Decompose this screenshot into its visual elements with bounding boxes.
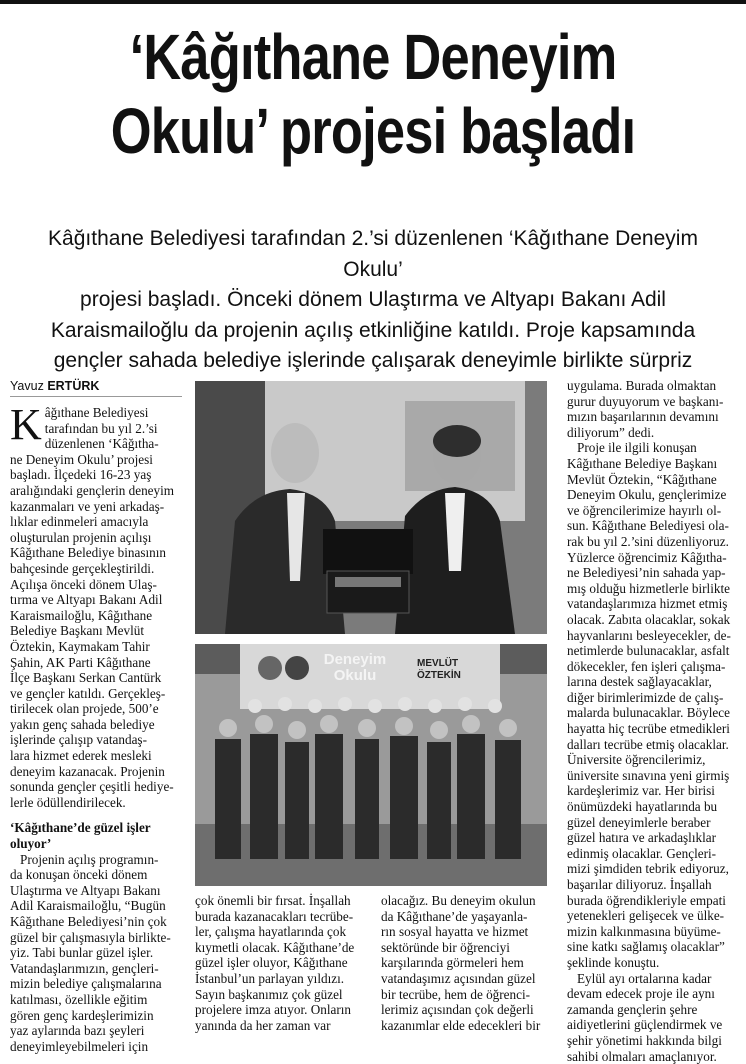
text-line: diliyorum” dedi. <box>567 424 655 440</box>
text-line: sonunda gençler çeşitli hediye- <box>10 779 174 795</box>
banner-name: MEVLÜT ÖZTEKİN <box>417 658 461 681</box>
text-line: sun. Kâğıthane Belediyesi ola- <box>567 518 729 534</box>
lead-line: Karaismailoğlu da projenin açılış etkinliğine katıldı. Proje kapsamında <box>50 318 696 342</box>
headline-line-1: ‘Kâğıthane Deneyim <box>129 21 617 93</box>
text-line: Kâğıthane Belediye Başkanı <box>567 455 718 471</box>
text-line: önümüzdeki hayatlarında bu <box>567 799 718 815</box>
text-line: lerle ödüllendirilecek. <box>10 794 126 810</box>
text-line: deneyimleyebilmeleri için <box>10 1038 149 1054</box>
text-line: sektöründe bir öğrenciyi <box>381 939 510 955</box>
text-line: ve öğrencilerimize hayırlı ol- <box>567 502 722 518</box>
lead-line: Kâğıthane Belediyesi tarafından 2.’si düzenlenen ‘Kâğıthane Deneyim Okulu’ <box>48 227 698 281</box>
text-line: rak bu yıl 2.’sini düzenliyoruz. <box>567 533 729 549</box>
text-line: Açılışa önceki dönem Ulaş- <box>10 576 157 592</box>
text-line: üniversite sınavına yeni girmiş <box>567 767 730 783</box>
text-line: tırma ve Altyapı Bakanı Adil <box>10 592 163 608</box>
col2-body <box>195 893 371 1033</box>
text-line: ne Deneyim Okulu’ projesi <box>10 451 153 467</box>
headline-line-2: Okulu’ projesi başladı <box>110 95 636 167</box>
text-line: Vatandaşlarımızın, gençleri- <box>10 960 159 976</box>
text-line: olacağız. Bu deneyim okulun <box>381 893 536 908</box>
text-line: mizin belediye çalışmalarına <box>10 976 162 992</box>
byline-first: Yavuz <box>10 379 44 393</box>
text-line: malarda bulunacaklar. Böylece <box>567 705 730 721</box>
text-line: kıymetli olacak. Kâğıthane’de <box>195 939 355 955</box>
lead-line: gençler sahada belediye işlerinde çalışarak deneyimle birlikte sürpriz <box>53 349 693 372</box>
text-line: da konuşan önceki dönem <box>10 867 148 883</box>
text-line: zamanda gençlerin şehre <box>567 1001 698 1017</box>
text-line: kazanımlar elde edecekleri bir <box>381 1017 541 1033</box>
col4-paragraph-2 <box>567 440 742 970</box>
text-line: Mevlüt Öztekin, “Kâğıthane <box>567 471 717 487</box>
text-line: Adil Karaismailoğlu, “Bugün <box>10 898 166 914</box>
text-line: Öztekin, Kaymakam Tahir <box>10 638 150 654</box>
text-line: dalları tecrübe etmiş olacaklar. <box>567 736 729 752</box>
lead-line: projesi başladı. Önceki dönem Ulaştırma ve Altyapı Bakanı Adil <box>80 288 666 311</box>
text-line: yakın genç sahada belediye <box>10 716 155 732</box>
text-line: kazanmaları ve yeni arkadaş- <box>10 498 165 514</box>
top-rule <box>0 0 746 4</box>
text-line: Kâğıthane Belediye binasının <box>10 545 167 561</box>
text-line: şehir yönetimi hakkında bilgi <box>567 1032 722 1048</box>
text-line: güzel deneyimlerle beraber <box>567 814 711 830</box>
text-line: başarılar diliyoruz. İnşallah <box>567 877 712 892</box>
text-line: hayvanlarını besleyecekler, de- <box>567 627 731 643</box>
text-line: Ulaştırma ve Altyapı Bakanı <box>10 882 161 898</box>
text-line: ler, çalışma hayatlarında çok <box>195 924 347 940</box>
photo-group <box>195 644 547 886</box>
text-line: güzel hatıra ve arkadaşlıklar <box>567 830 717 846</box>
text-line: Yüzlerce öğrencimiz Kâğıtha- <box>567 549 727 565</box>
text-line: tirilecek olan projede, 500’e <box>10 701 159 717</box>
text-line: Sayın başkanımız çok güzel <box>195 986 343 1002</box>
text-line: lara hizmet ederek mesleki <box>10 748 152 764</box>
col1-top-line: âğıthane Belediyesi <box>44 405 149 420</box>
text-line: İlçe Başkanı Serkan Cantürk <box>10 670 162 686</box>
text-line: edinmiş olacaklar. Gençleri- <box>567 845 717 861</box>
text-line: lerimiz açısından çok değerli <box>381 1002 534 1018</box>
photo-award <box>195 381 547 634</box>
byline <box>10 379 182 397</box>
byline-last: ERTÜRK <box>47 379 100 393</box>
text-line: Üniversite öğrencilerimiz, <box>567 752 706 768</box>
text-line: kardeşlerimiz var. Her birisi <box>567 783 715 799</box>
text-line: Kâğıthane Belediyesi’nin çok <box>10 914 167 929</box>
col1-body-2 <box>10 852 186 1055</box>
text-line: gören genç kardeşlerimizin <box>10 1007 154 1023</box>
text-line: vatandaşlarımıza hizmet etmiş <box>567 596 728 612</box>
photo-award-image <box>195 381 547 634</box>
text-line: yiz. Tabi bunlar güzel işler. <box>10 945 154 961</box>
text-line: bahçesinde gerçekleştirildi. <box>10 560 155 576</box>
text-line: karşılarında görmeleri hem <box>381 955 524 971</box>
text-line: aidiyetlerini güçlendirmek ve <box>567 1017 723 1033</box>
text-line: bir tecrübe, hem de öğrenci- <box>381 986 531 1002</box>
column-3 <box>381 893 551 1033</box>
col1-top-line: düzenlenen ‘Kâğıtha- <box>44 436 159 452</box>
text-line: çok önemli bir fırsat. İnşallah <box>195 893 351 908</box>
column-1 <box>10 400 186 1054</box>
text-line: İstanbul’un parlayan yıldızı. <box>195 970 345 986</box>
text-line: Karaismailoğlu, Kâğıthane <box>10 607 153 623</box>
col1-body <box>10 452 186 811</box>
text-line: oluşturulan projenin açılışı <box>10 529 152 545</box>
text-line: hayatta hiç tecrübe etmedikleri <box>567 721 730 737</box>
text-line: burada öğrendikleriyle empati <box>567 892 726 908</box>
headline <box>67 20 679 168</box>
text-line: Şahin, AK Parti Kâğıthane <box>10 654 151 670</box>
text-line: mizin kalkınmasına büyüme- <box>567 923 721 939</box>
text-line: devam edecek proje ile aynı <box>567 986 715 1002</box>
text-line: da Kâğıthane’de yaşayanla- <box>381 908 528 924</box>
col4-body <box>567 378 742 440</box>
text-line: mizi şimdiden tebrik ediyoruz, <box>567 861 729 877</box>
text-line: Belediye Başkanı Mevlüt <box>10 623 145 639</box>
text-line: Projenin açılış programın- <box>20 851 159 867</box>
text-line: güzel bir çalışmasıyla birlikte- <box>10 929 171 945</box>
text-line: şeklinde konuştu. <box>567 954 660 970</box>
text-line: uygulama. Burada olmaktan <box>567 378 717 393</box>
text-line: mızın başarılarının devamını <box>567 409 719 425</box>
text-line: dökecekler, fen işleri çalışma- <box>567 658 726 674</box>
text-line: katılması, özellikle eğitim <box>10 991 148 1007</box>
dropcap-block <box>10 400 186 452</box>
column-4 <box>567 378 742 1064</box>
text-line: aralığındaki gençlerin deneyim <box>10 482 175 498</box>
text-line: Deneyim Okulu, gençlerimize <box>567 487 727 503</box>
dropcap: K <box>10 400 42 449</box>
text-line: Proje ile ilgili konuşan <box>577 440 697 456</box>
text-line: vatandaşımız açısından güzel <box>381 970 536 986</box>
subhead-line: ‘Kâğıthane’de güzel işler <box>10 820 151 836</box>
text-line: başladı. İlçedeki 16-23 yaş <box>10 467 152 483</box>
text-line: mış olduğu hizmetlerle birlikte <box>567 580 730 596</box>
text-line: rın sosyal hayatta ve hizmet <box>381 924 529 940</box>
text-line: diğer birimlerimizde de çalış- <box>567 689 724 705</box>
text-line: projelere imza atıyor. Onların <box>195 1002 351 1018</box>
column-2 <box>195 893 371 1033</box>
text-line: sahibi olmaları amaçlanıyor. <box>567 1048 717 1064</box>
text-line: ne Belediyesi’nin sahada yap- <box>567 565 726 581</box>
text-line: gurur duyuyorum ve başkanı- <box>567 393 724 409</box>
text-line: burada kazanacakları tecrübe- <box>195 908 354 924</box>
text-line: yetenekleri gelişecek ve ülke- <box>567 908 725 924</box>
subhead-line: oluyor’ <box>10 836 52 852</box>
subhead <box>10 820 186 851</box>
text-line: netimlerde bulunacaklar, asfalt <box>567 643 730 659</box>
text-line: yanında da her zaman var <box>195 1017 331 1033</box>
banner-logo-text: Deneyim Okulu <box>323 651 387 684</box>
col1-top-line: tarafından bu yıl 2.’si <box>44 420 158 436</box>
text-line: ve gençler katıldı. Gerçekleş- <box>10 685 166 701</box>
text-line: Eylül ayı ortalarına kadar <box>577 970 712 986</box>
text-line: olacak. Zabıta olacaklar, sokak <box>567 611 731 627</box>
text-line: deneyim kazanacak. Projenin <box>10 763 165 779</box>
col3-body <box>381 893 551 1033</box>
text-line: sine katkı sağlamış olacaklar” <box>567 939 725 955</box>
text-line: lıklar edinmeleri amacıyla <box>10 514 149 530</box>
text-line: yaz aylarında bazı şeyleri <box>10 1023 145 1039</box>
text-line: larına destek sağlayacaklar, <box>567 674 712 690</box>
text-line: işlerinde çalışıp vatandaş- <box>10 732 147 748</box>
text-line: güzel işler oluyor, Kâğıthane <box>195 955 348 971</box>
